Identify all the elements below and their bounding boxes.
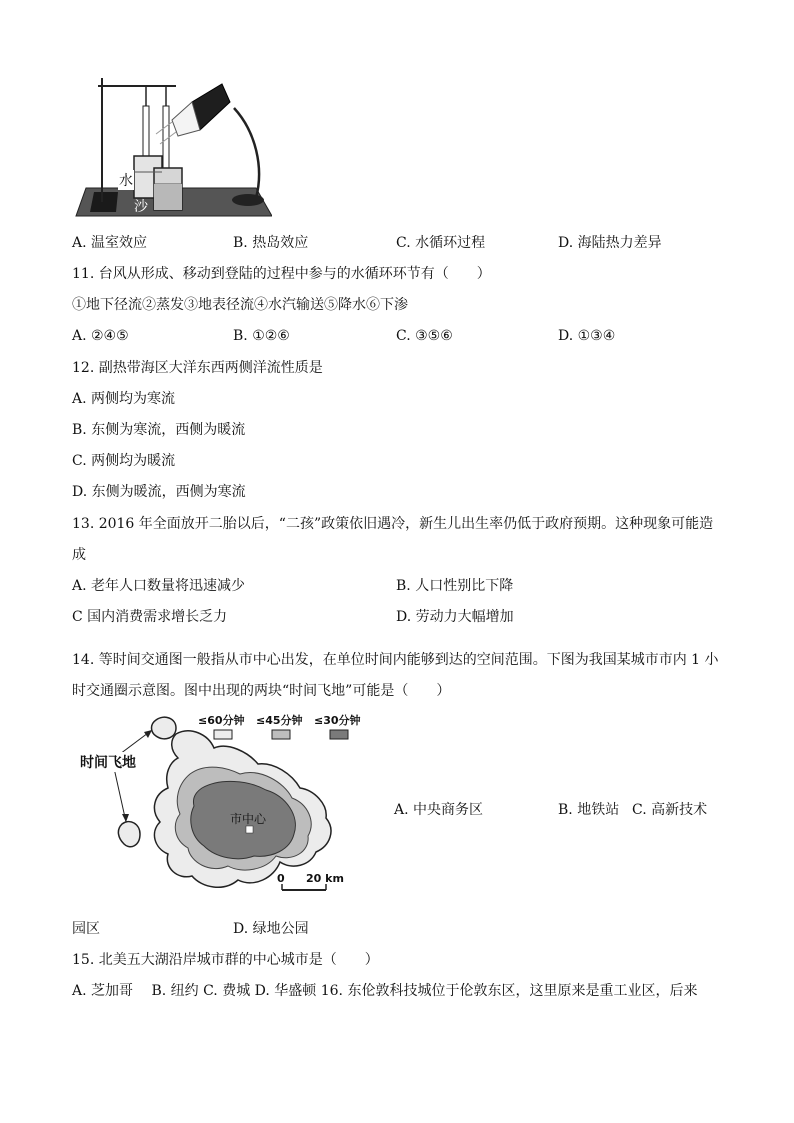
q11-option-b: B. ①②⑥ <box>233 328 290 344</box>
q14-option-d: D. 绿地公园 <box>233 921 309 937</box>
q15-stem: 15. 北美五大湖沿岸城市群的中心城市是（ ） <box>72 952 379 968</box>
legend-label-60: ≤60分钟 <box>198 714 245 727</box>
q13-option-b: B. 人口性别比下降 <box>396 578 514 594</box>
q13-stem-line1: 13. 2016 年全面放开二胎以后，“二孩”政策依旧遇冷，新生儿出生率仍低于政府预期。这种现象可能造 <box>72 516 714 532</box>
q10-option-b: B. 热岛效应 <box>233 235 309 251</box>
scale-zero-label: 0 <box>277 872 285 885</box>
q14-option-c: C. 高新技术 <box>632 802 708 818</box>
isochrone-map-figure <box>78 712 368 902</box>
water-label: 水 <box>118 170 134 190</box>
flying-land-north <box>152 717 177 739</box>
q14-stem-line1: 14. 等时间交通图一般指从市中心出发，在单位时间内能够到达的空间范围。下图为我国某城市市内 1 小 <box>72 652 719 668</box>
q13-option-a: A. 老年人口数量将迅速减少 <box>72 578 246 594</box>
q11-option-d: D. ①③④ <box>558 328 616 344</box>
q12-option-c: C. 两侧均为暖流 <box>72 453 176 469</box>
q14-stem-line2: 时交通圈示意图。图中出现的两块“时间飞地”可能是（ ） <box>72 683 451 699</box>
q10-option-d: D. 海陆热力差异 <box>558 235 662 251</box>
legend-box-60 <box>214 730 232 739</box>
lamp-experiment-drawing <box>72 72 272 222</box>
q13-option-c: C 国内消费需求增长乏力 <box>72 609 228 625</box>
q11-option-c: C. ③⑤⑥ <box>396 328 453 344</box>
q10-option-a: A. 温室效应 <box>72 235 148 251</box>
q11-option-a: A. ②④⑤ <box>72 328 129 344</box>
city-center-label: 市中心 <box>230 812 267 826</box>
scale-distance-label: 20 km <box>306 872 344 885</box>
legend-box-45 <box>272 730 290 739</box>
q13-option-d: D. 劳动力大幅增加 <box>396 609 514 625</box>
q13-stem-line2: 成 <box>72 547 86 563</box>
q12-option-a: A. 两侧均为寒流 <box>72 391 176 407</box>
legend-label-30: ≤30分钟 <box>314 714 361 727</box>
legend-box-30 <box>330 730 348 739</box>
q12-option-b: B. 东侧为寒流，西侧为暖流 <box>72 422 246 438</box>
q11-items: ①地下径流②蒸发③地表径流④水汽输送⑤降水⑥下渗 <box>72 297 408 313</box>
q12-stem: 12. 副热带海区大洋东西两侧洋流性质是 <box>72 360 323 376</box>
q14-option-c-continued: 园区 <box>72 921 100 937</box>
q12-option-d: D. 东侧为暖流，西侧为寒流 <box>72 484 246 500</box>
legend-label-45: ≤45分钟 <box>256 714 303 727</box>
q14-option-b: B. 地铁站 <box>558 802 620 818</box>
lamp-experiment-figure <box>72 72 272 222</box>
q11-stem: 11. 台风从形成、移动到登陆的过程中参与的水循环环节有（ ） <box>72 266 491 282</box>
sand-label: 沙 <box>134 199 148 215</box>
q15-options-line: A. 芝加哥 B. 纽约 C. 费城 D. 华盛顿 16. 东伦敦科技城位于伦敦东区，这里原来是重工业区，后来 <box>72 983 698 999</box>
q14-option-a: A. 中央商务区 <box>394 802 484 818</box>
q10-option-c: C. 水循环过程 <box>396 235 486 251</box>
flying-land-south <box>118 822 140 847</box>
flying-land-label: 时间飞地 <box>80 752 136 772</box>
city-center-marker <box>246 826 253 833</box>
